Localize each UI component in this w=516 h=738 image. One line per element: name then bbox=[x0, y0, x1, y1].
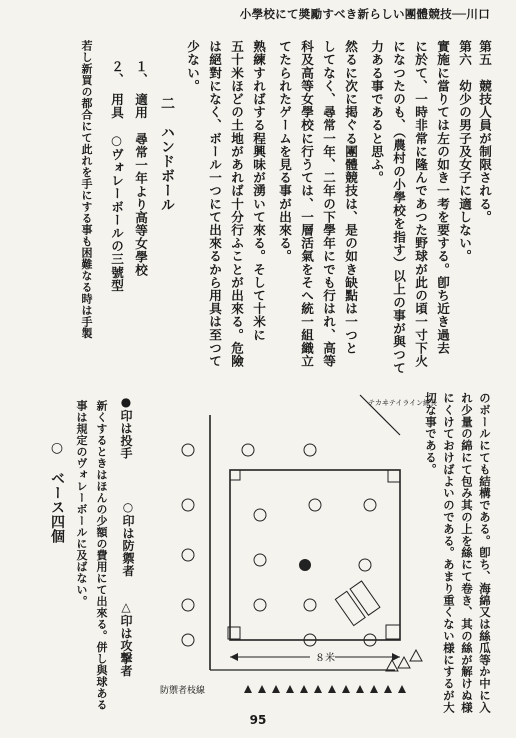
bottom-line-label: 防禦者枝線 bbox=[160, 686, 206, 696]
text-column: 五十米ほどの土地があれば十分行ふことが出來る。危險 bbox=[229, 40, 244, 368]
text-column: のボールにても結構である。卽ち、海綿又は絲瓜等か中に入 bbox=[478, 392, 492, 714]
text-column: してなく、尋常一年、二年の下學年にでも行はれ、高等 bbox=[321, 40, 336, 368]
running-title: 小學校にて奬勵すべき新らしい團體競技──川口 bbox=[239, 7, 490, 21]
text-column: 科及高等女學校に行うては、一層活氣をそへ統一組織立 bbox=[299, 40, 314, 368]
diamond-square bbox=[230, 470, 400, 640]
legend-attacker: △印は攻撃者 bbox=[119, 600, 133, 677]
text-column: 切な事である。 bbox=[424, 392, 438, 476]
text-column: 少ない。 bbox=[185, 40, 200, 93]
text-column: になつたのも、（農村の小學校を指す）以上の事が與つて bbox=[391, 40, 406, 375]
legend-pitcher: ●印は投手 bbox=[119, 395, 133, 460]
section-heading: 二 ハンドボール bbox=[159, 96, 175, 212]
text-column: 實施に當りては左の如き一考を要する。卽ち近き過去 bbox=[435, 40, 450, 355]
legend-note: 新くするときはほんの少額の費用にて出來る。併し與球ある bbox=[95, 400, 108, 711]
text-column: 力ある事であると思ふ。 bbox=[369, 40, 384, 185]
top-line-label: テカヰテイライン線長 bbox=[368, 399, 438, 407]
page-number: 95 bbox=[249, 713, 267, 727]
text-column: れ少量の綿にて包み其の上を絲にて卷き、其の絲が解けぬ様 bbox=[460, 392, 474, 714]
list-item: １、 適用 尋常一年より高等女學校 bbox=[133, 60, 148, 277]
list-item: ２、 用具 ○ヴォレーボールの三號型 bbox=[109, 60, 124, 292]
text-column: てたられたゲームを見る事が出來る。 bbox=[277, 40, 292, 263]
attacker-markers bbox=[386, 650, 422, 671]
legend-defender: ○印は防禦者 bbox=[121, 500, 135, 577]
field-boundary bbox=[210, 415, 395, 670]
base-heading: ○ ベース四個 bbox=[49, 440, 65, 544]
text-column: 第五 競技人員が制限される。 bbox=[477, 40, 492, 224]
text-column: 第六 幼少の男子及女子に適しない。 bbox=[457, 40, 472, 263]
distance-label: ８米 bbox=[315, 653, 335, 664]
text-column: 熟練すればする程興味が湧いて來る。そして十米に bbox=[251, 40, 266, 342]
batter-box bbox=[335, 581, 380, 626]
pitcher-marker bbox=[299, 559, 311, 571]
text-column: 然るに次に掲ぐる團體競技は、是の如き缺點は一つと bbox=[343, 40, 358, 355]
text-column: にくけておけばよいのである。あまり重くない様にするが大 bbox=[442, 392, 456, 714]
text-column: に於て、一時非常に隆んであつた野球が此の頃一寸下火 bbox=[413, 40, 428, 368]
text-column: は絕對になく、ボール一つにて出來るから用具は至つて bbox=[207, 40, 222, 368]
boundary-ticks bbox=[244, 685, 406, 693]
running-header bbox=[0, 0, 516, 26]
legend-note: 事は規定のヴォレーボールに及ばない。 bbox=[75, 400, 88, 607]
base-marker bbox=[228, 470, 400, 639]
text-column: 若し新買の都合にて此れを手にする事も困難なる時は手製 bbox=[80, 40, 93, 339]
